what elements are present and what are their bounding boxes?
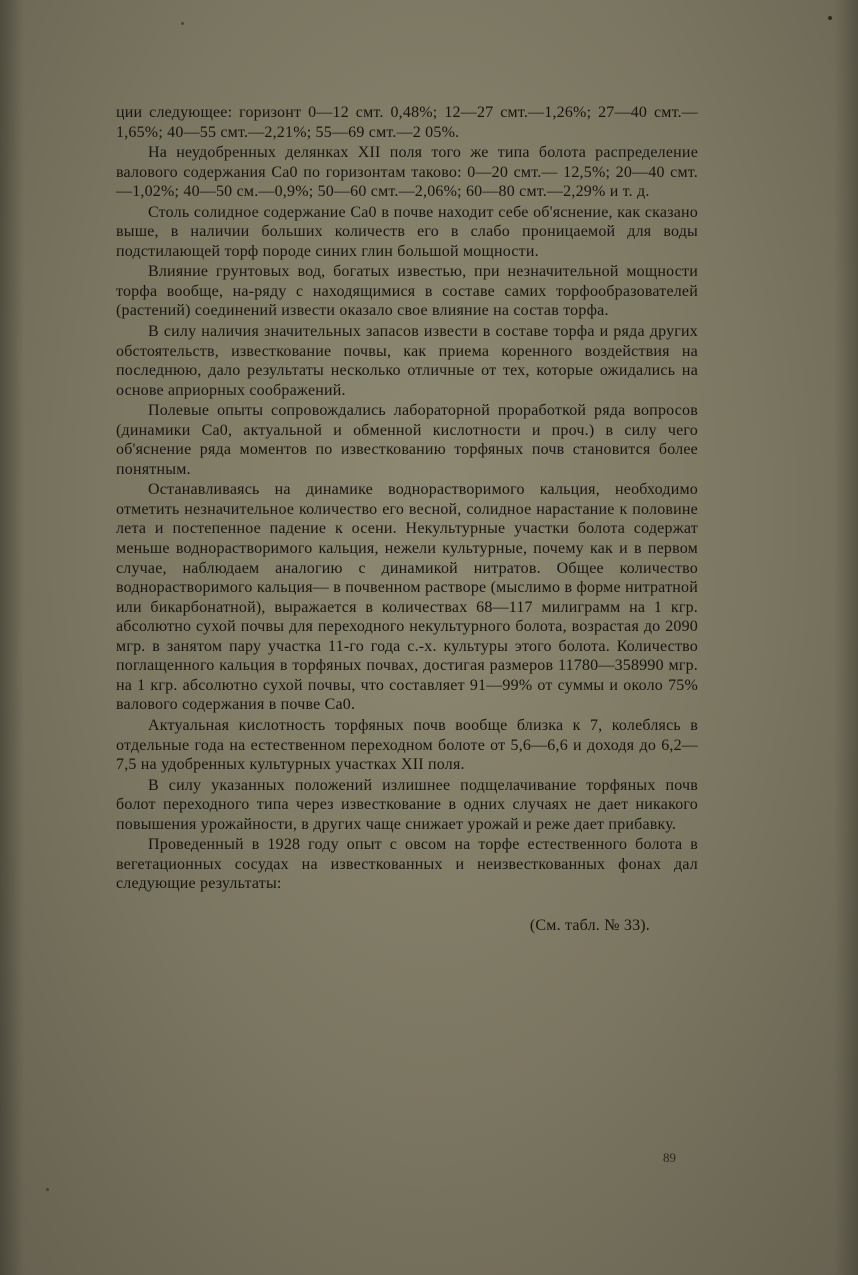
page-number: 89 xyxy=(663,1150,676,1165)
paragraph: Актуальная кислотность торфяных почв вообще близка к 7, колеблясь в отдельные года на естественном переходном болоте от 5,6—6,6 и доходя до 6,2—7,5 на удобренных культурных участках XII поля. xyxy=(116,716,698,774)
paragraph: В силу наличия значительных запасов извести в составе торфа и ряда других обстоятельств, известкование почвы, как приема коренного воздействия на последнюю, дало результаты несколько отличные от тех, которые ожидались на основе априорных соображений. xyxy=(116,323,698,399)
paragraph: Столь солидное содержание Са0 в почве находит себе об'яснение, как сказано выше, в наличии больших количеств его в слабо проницаемой для воды подстилающей торф породе синих глин большой мощности. xyxy=(116,203,698,260)
page-speck xyxy=(181,22,184,25)
page-left-shadow xyxy=(0,0,24,1275)
paragraph: Полевые опыты сопровождались лабораторной проработкой ряда вопросов (динамики Са0, актуальной и обменной кислотности и проч.) в силу чего об'яснение ряда моментов по известкованию торфяных почв становится более понятным. xyxy=(116,402,698,478)
table-reference: (См. табл. № 33). xyxy=(529,916,650,934)
paragraph: Влияние грунтовых вод, богатых известью, при незначительной мощности торфа вообще, на-ряду с находящимися в составе самих торфообразователей (растений) соединений извести оказало свое влияние на состав торфа. xyxy=(116,263,698,320)
paragraph: Останавливаясь на динамике воднорастворимого кальция, необходимо отметить незначительное количество его весной, солидное нарастание к половине лета и постепенное падение к осени. Некультурные участки болота содержат меньше воднорастворимого кальция, нежели культурные, почему как и в первом случае, наблюдаем аналогию с динамикой нитратов. Общее количество воднорастворимого кальция— в почвенном растворе (мыслимо в форме нитратной или бикарбонатной), выражается в количествах 68—117 милиграмм на 1 кгр. абсолютно сухой почвы для переходного некультурного болота, возрастая до 2090 мгр. в занятом пару участка 11-го года с.-х. культуры этого болота. Количество поглащенного кальция в торфяных почвах, достигая размеров 11780—358990 мгр. на 1 кгр. абсолютно сухой почвы, что составляет 91—99% от суммы и около 75% валового содержания в почве Са0. xyxy=(116,481,698,714)
body-text xyxy=(116,103,698,936)
paragraph: На неудобренных делянках XII поля того же типа болота распределение валового содержания Са0 по горизонтам таково: 0—20 смт.— 12,5%; 20—40 смт.—1,02%; 40—50 см.—0,9%; 50—60 смт.—2,06%; 60—80 смт.—2,29% и т. д. xyxy=(116,144,698,201)
paragraph: ции следующее: горизонт 0—12 смт. 0,48%; 12—27 смт.—1,26%; 27—40 смт.—1,65%; 40—55 смт.—2,21%; 55—69 смт.—2 05%. xyxy=(116,104,698,141)
page-speck xyxy=(828,16,832,20)
paragraph: Проведенный в 1928 году опыт с овсом на торфе естественного болота в вегетационных сосудах на известкованных и неизвесткованных фонах дал следующие результаты: xyxy=(116,836,698,893)
paragraph: В силу указанных положений излишнее подщелачивание торфяных почв болот переходного типа через известкование в одних случаях не дает никакого повышения урожайности, в других чаще снижает урожай и реже дает прибавку. xyxy=(116,776,698,833)
page-speck xyxy=(46,1188,49,1191)
page-right-shadow xyxy=(834,0,858,1275)
